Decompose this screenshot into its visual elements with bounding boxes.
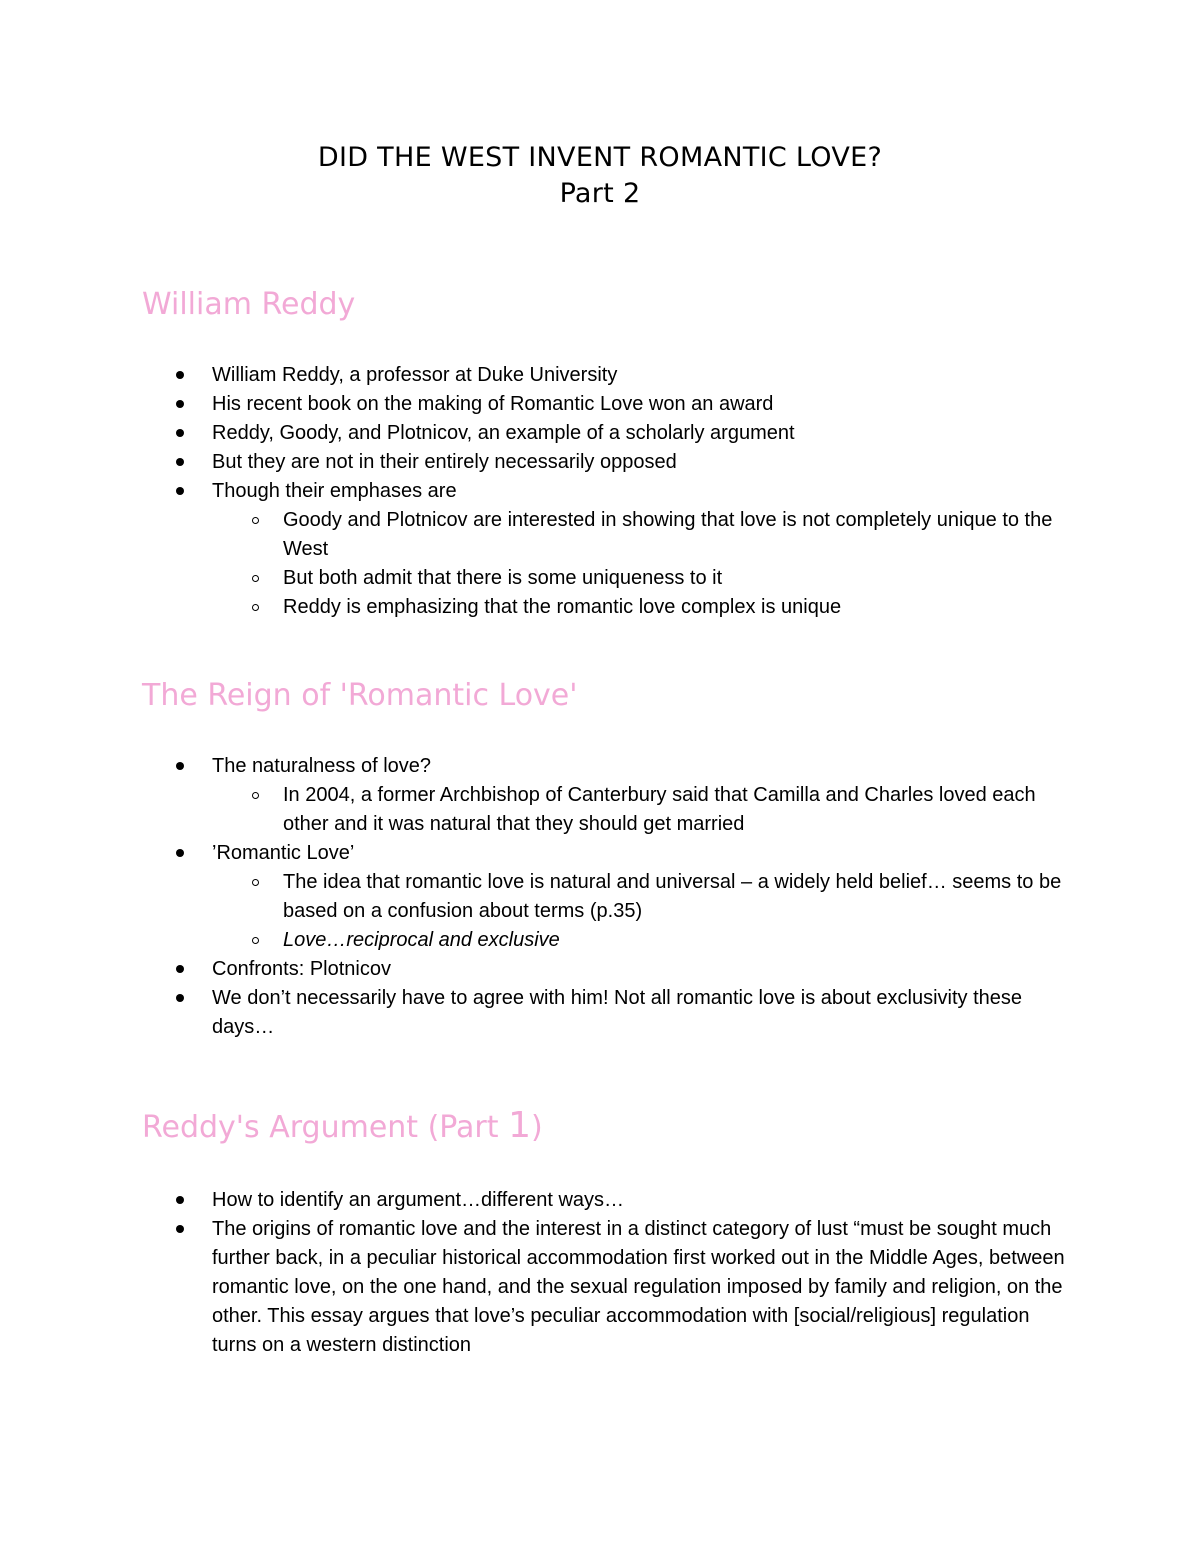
bullet-icon (176, 371, 184, 379)
bullet-icon (176, 965, 184, 973)
sub-list-item: The idea that romantic love is natural and universal – a widely held belief… seems to be based on a confusion about terms (p.35) (283, 868, 1072, 926)
list-item: His recent book on the making of Romantic Love won an award (212, 390, 1072, 419)
hollow-bullet-icon (252, 575, 259, 582)
title-line-1: DID THE WEST INVENT ROMANTIC LOVE? (317, 142, 883, 173)
bullet-icon (176, 762, 184, 770)
bullet-icon (176, 994, 184, 1002)
bullet-icon (176, 1196, 184, 1204)
hollow-bullet-icon (252, 517, 259, 524)
section-heading-reign-of-romantic-love: The Reign of 'Romantic Love' (142, 678, 578, 713)
bullet-list-reign-of-romantic-love (212, 752, 1072, 1042)
list-item: Reddy, Goody, and Plotnicov, an example of a scholarly argument (212, 419, 1072, 448)
list-item: ’Romantic Love’ The idea that romantic love is natural and universal – a widely held belief… seems to be based on a confusion about terms (p.35) Love…reciprocal and exclusive (212, 839, 1072, 955)
sub-list (212, 868, 1072, 955)
list-item: The naturalness of love? In 2004, a former Archbishop of Canterbury said that Camilla and Charles loved each other and it was natural that they should get married (212, 752, 1072, 839)
section-heading-william-reddy: William Reddy (142, 287, 356, 322)
document-title (0, 140, 1200, 212)
sub-list-item: Love…reciprocal and exclusive (283, 926, 1072, 955)
sub-list-item: Goody and Plotnicov are interested in showing that love is not completely unique to the West (283, 506, 1072, 564)
sub-list (212, 506, 1072, 622)
sub-list-item: In 2004, a former Archbishop of Canterbury said that Camilla and Charles loved each other and it was natural that they should get married (283, 781, 1072, 839)
hollow-bullet-icon (252, 792, 259, 799)
list-item: But they are not in their entirely necessarily opposed (212, 448, 1072, 477)
list-item: The origins of romantic love and the interest in a distinct category of lust “must be sought much further back, in a peculiar historical accommodation first worked out in the Middle Ages, between romantic love, on the one hand, and the sexual regulation imposed by family and religion, on the other. This essay argues that love’s peculiar accommodation with [social/religious] regulation turns on a western distinction (212, 1215, 1072, 1360)
bullet-icon (176, 429, 184, 437)
bullet-icon (176, 1225, 184, 1233)
list-item: We don’t necessarily have to agree with him! Not all romantic love is about exclusivity these days… (212, 984, 1072, 1042)
bullet-list-reddys-argument (212, 1186, 1072, 1360)
sub-list-item: Reddy is emphasizing that the romantic love complex is unique (283, 593, 1072, 622)
list-item: William Reddy, a professor at Duke University (212, 361, 1072, 390)
list-item: Though their emphases are Goody and Plotnicov are interested in showing that love is not completely unique to the West But both admit that there is some uniqueness to it Reddy is emphasizing that the romantic love complex is unique (212, 477, 1072, 622)
sub-list-item: But both admit that there is some uniqueness to it (283, 564, 1072, 593)
list-item: How to identify an argument…different ways… (212, 1186, 1072, 1215)
bullet-list-william-reddy (212, 361, 1072, 622)
bullet-icon (176, 458, 184, 466)
title-line-2: Part 2 (559, 178, 641, 209)
hollow-bullet-icon (252, 879, 259, 886)
bullet-icon (176, 400, 184, 408)
hollow-bullet-icon (252, 604, 259, 611)
bullet-icon (176, 849, 184, 857)
section-heading-reddys-argument: Reddy's Argument (Part 1) (142, 1105, 543, 1146)
hollow-bullet-icon (252, 937, 259, 944)
bullet-icon (176, 487, 184, 495)
sub-list (212, 781, 1072, 839)
list-item: Confronts: Plotnicov (212, 955, 1072, 984)
